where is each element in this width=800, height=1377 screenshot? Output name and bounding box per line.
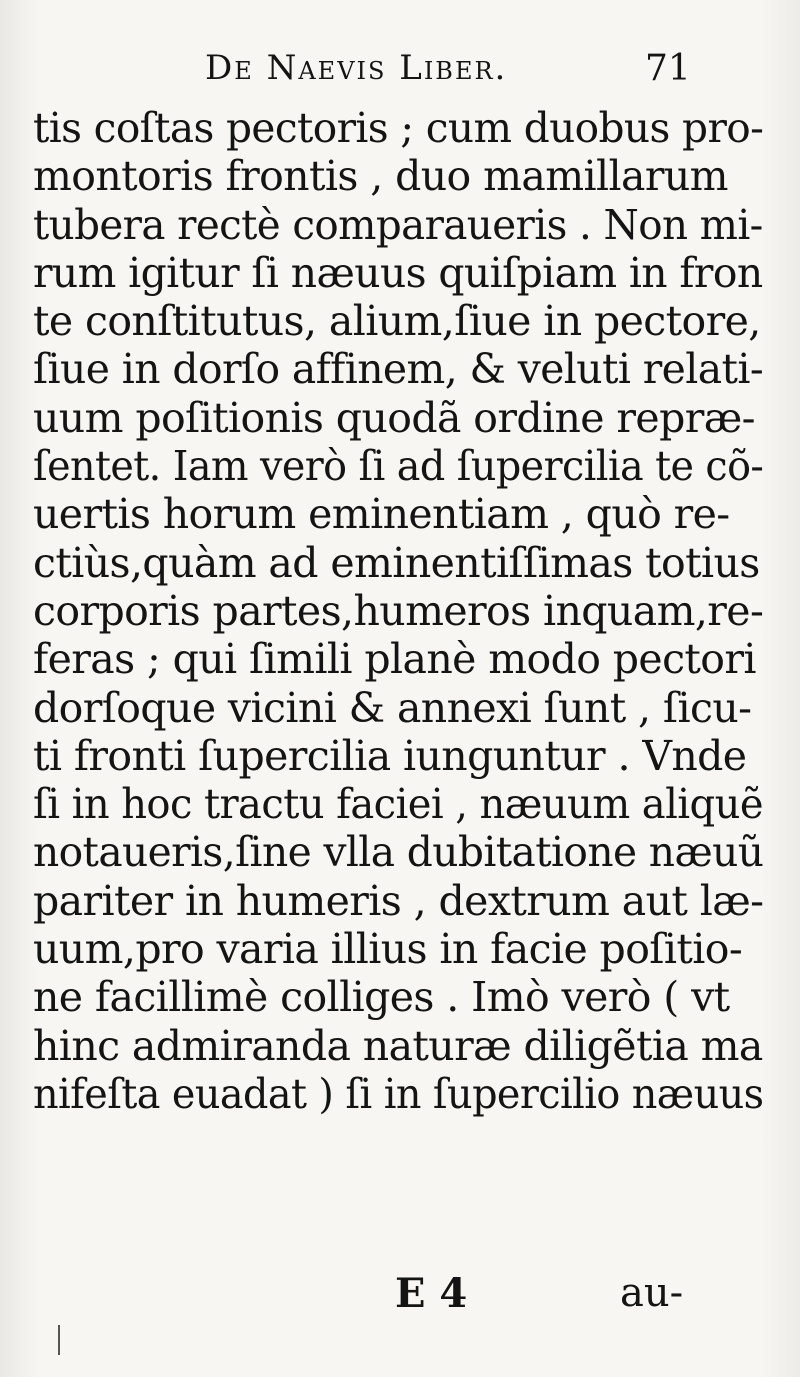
text-line: ſiue in dorſo affinem, & veluti relati- (33, 345, 764, 394)
body-text (33, 104, 763, 1118)
signature-mark: E 4 (395, 1270, 468, 1317)
text-line: te conſtitutus, alium,ſiue in pectore, (33, 297, 761, 346)
text-line: nifeſta euadat ) ſi in ſupercilio næuus (33, 1069, 764, 1118)
page-number: 71 (645, 48, 691, 89)
text-line: ne facillimè colliges . Imò verò ( vt (33, 973, 730, 1022)
running-title: De Naevis Liber. (205, 48, 508, 88)
text-line: tubera rectè comparaueris . Non mi- (33, 200, 763, 249)
margin-mark (58, 1325, 60, 1355)
text-line: dorſoque vicini & annexi ſunt , ſicu- (33, 683, 752, 732)
text-line: uum poſitionis quodã ordine repræ- (33, 393, 755, 442)
page-footer (395, 1270, 715, 1330)
text-line: montoris frontis , duo mamillarum (33, 152, 728, 201)
text-line: notaueris,ſine vlla dubitatione næuũ (33, 828, 764, 877)
text-line: rum igitur ſi næuus quiſpiam in fron (33, 248, 763, 297)
text-line: tis coſtas pectoris ; cum duobus pro- (33, 104, 764, 152)
text-line: hinc admiranda naturæ diligẽtia ma (33, 1021, 763, 1070)
text-line: ſi in hoc tractu faciei , næuum aliquẽ (33, 780, 763, 829)
text-line: uertis horum eminentiam , quò re- (33, 490, 730, 539)
text-line: ſentet. Iam verò ſi ad ſupercilia te cõ- (33, 442, 764, 491)
text-line: pariter in humeris , dextrum aut læ- (33, 876, 764, 925)
text-line: corporis partes,humeros inquam,re- (33, 586, 764, 635)
text-line: feras ; qui ſimili planè modo pectori (33, 635, 756, 684)
text-line: ctiùs,quàm ad eminentiſſimas totius (33, 538, 760, 587)
catchword: au- (620, 1270, 684, 1316)
text-line: uum,pro varia illius in facie poſitio- (33, 925, 743, 974)
text-line: ti fronti ſupercilia iunguntur . Vnde (33, 731, 747, 780)
page-header (205, 40, 725, 100)
